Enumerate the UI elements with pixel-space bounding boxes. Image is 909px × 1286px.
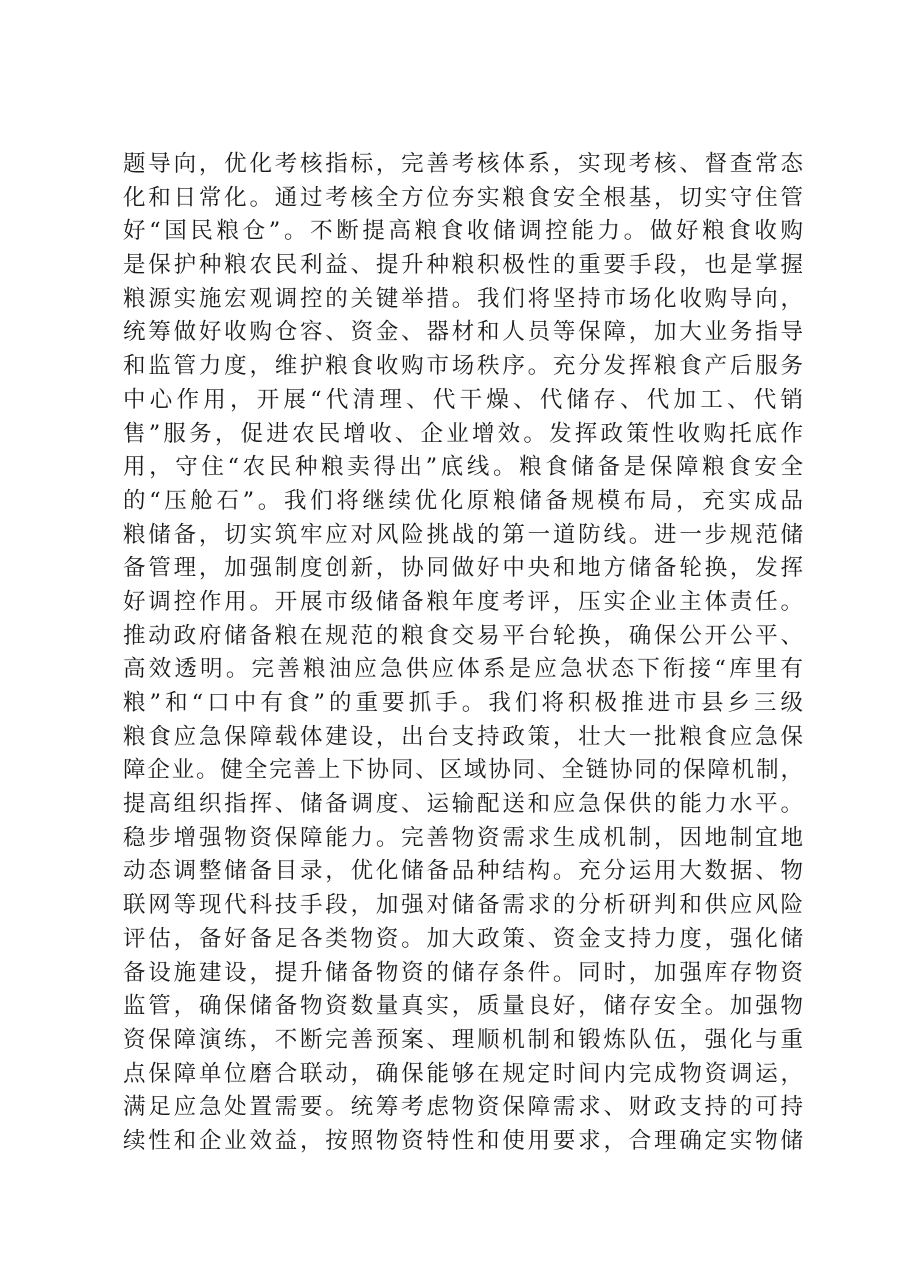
text-line: 好“国民粮仓”。不断提高粮食收储调控能力。做好粮食收购 — [123, 218, 803, 245]
text-line: 粮”和“口中有食”的重要抓手。我们将积极推进市县乡三级 — [123, 690, 803, 716]
text-line: 提高组织指挥、储备调度、运输配送和应急保供的能力水平。 — [123, 791, 803, 818]
text-line: 粮食应急保障载体建设，出台支持政策，壮大一批粮食应急保 — [123, 723, 803, 750]
text-line: 联网等现代科技手段，加强对储备需求的分析研判和供应风险 — [123, 892, 803, 919]
text-line: 评估，备好备足各类物资。加大政策、资金支持力度，强化储 — [123, 925, 803, 952]
text-line: 动态调整储备目录，优化储备品种结构。充分运用大数据、物 — [123, 858, 803, 885]
text-line: 续性和企业效益，按照物资特性和使用要求，合理确定实物储 — [123, 1127, 803, 1154]
text-line: 监管，确保储备物资数量真实，质量良好，储存安全。加强物 — [123, 993, 803, 1020]
text-line: 用，守住“农民种粮卖得出”底线。粮食储备是保障粮食安全 — [123, 454, 803, 481]
text-line: 题导向，优化考核指标，完善考核体系，实现考核、督查常态 — [123, 151, 803, 177]
text-line: 障企业。健全完善上下协同、区域协同、全链协同的保障机制， — [123, 757, 803, 784]
text-line: 统筹做好收购仓容、资金、器材和人员等保障，加大业务指导 — [123, 319, 803, 346]
text-line: 中心作用，开展“代清理、代干燥、代储存、代加工、代销 — [123, 386, 803, 413]
text-line: 和监管力度，维护粮食收购市场秩序。充分发挥粮食产后服务 — [123, 353, 803, 380]
text-line: 粮源实施宏观调控的关键举措。我们将坚持市场化收购导向， — [123, 285, 803, 312]
text-line: 高效透明。完善粮油应急供应体系是应急状态下衔接“库里有 — [123, 656, 803, 683]
body-text — [123, 148, 803, 1159]
text-line: 售”服务，促进农民增收、企业增效。发挥政策性收购托底作 — [123, 420, 803, 447]
text-line: 点保障单位磨合联动，确保能够在规定时间内完成物资调运， — [123, 1060, 803, 1087]
text-line: 推动政府储备粮在规范的粮食交易平台轮换，确保公开公平、 — [123, 622, 803, 649]
text-line: 的“压舱石”。我们将继续优化原粮储备规模布局，充实成品 — [123, 487, 803, 514]
text-line: 粮储备，切实筑牢应对风险挑战的第一道防线。进一步规范储 — [123, 521, 803, 548]
text-line: 满足应急处置需要。统筹考虑物资保障需求、财政支持的可持 — [123, 1094, 803, 1121]
text-line: 是保护种粮农民利益、提升种粮积极性的重要手段，也是掌握 — [123, 252, 803, 279]
text-line: 备管理，加强制度创新，协同做好中央和地方储备轮换，发挥 — [123, 555, 803, 582]
text-line: 好调控作用。开展市级储备粮年度考评，压实企业主体责任。 — [123, 588, 803, 615]
text-line: 化和日常化。通过考核全方位夯实粮食安全根基，切实守住管 — [123, 184, 803, 211]
text-line: 稳步增强物资保障能力。完善物资需求生成机制，因地制宜地 — [123, 824, 803, 851]
text-line: 备设施建设，提升储备物资的储存条件。同时，加强库存物资 — [123, 959, 803, 986]
text-line: 资保障演练，不断完善预案、理顺机制和锻炼队伍，强化与重 — [123, 1026, 803, 1053]
